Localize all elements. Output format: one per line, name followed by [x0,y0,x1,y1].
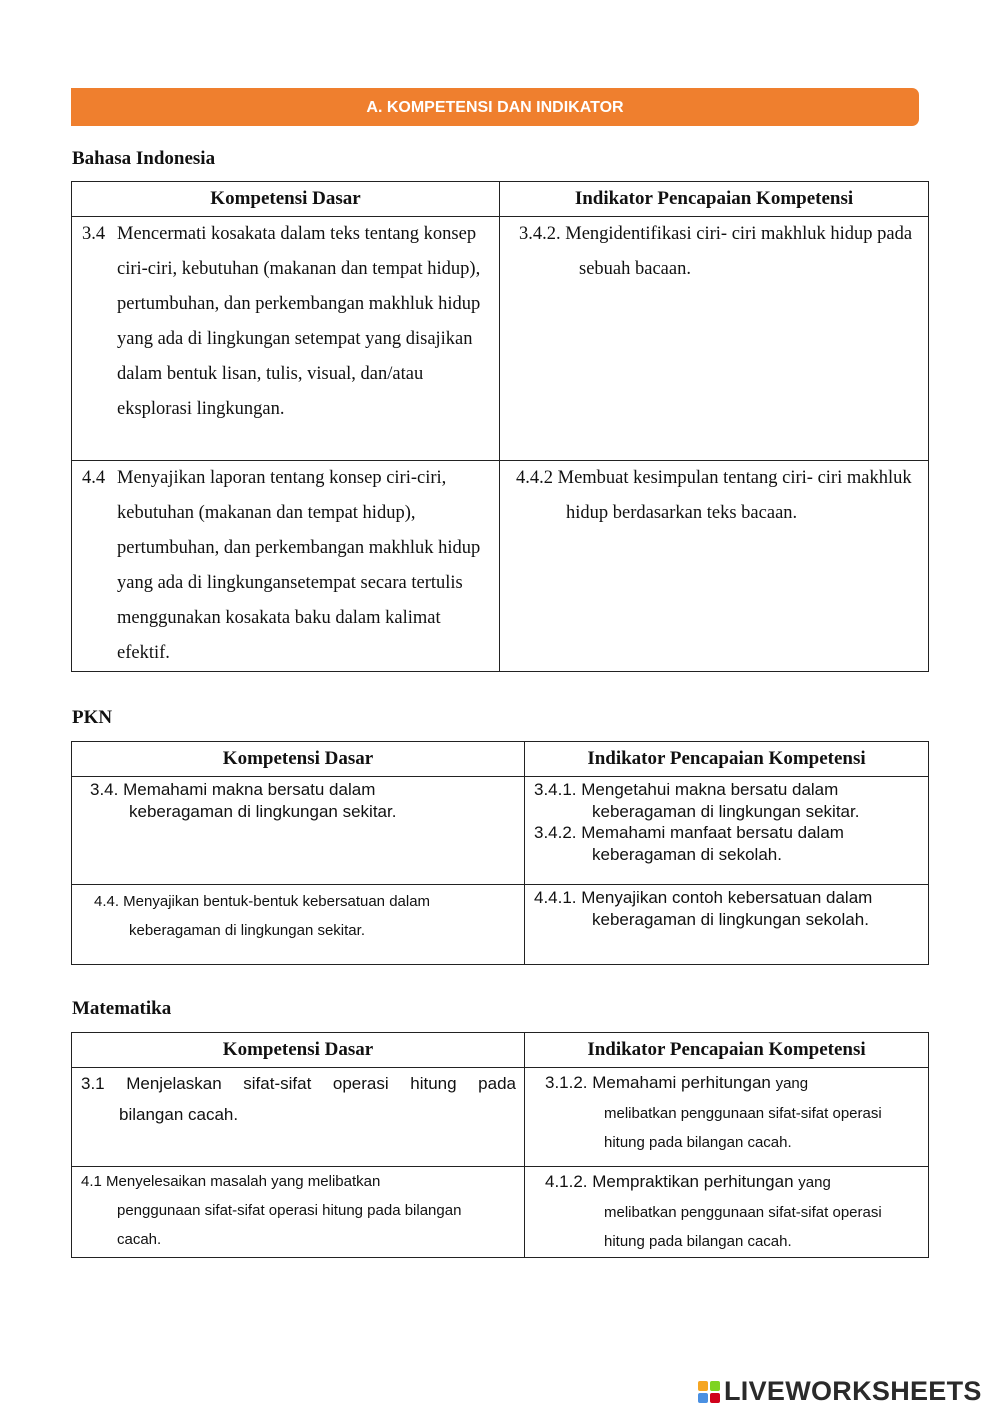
table-row [72,777,929,885]
indikator-cell [500,461,929,672]
kd-line: 3.1 Menjelaskan sifat-sifat operasi hitung pada [81,1074,516,1093]
pkn-title: PKN [72,707,113,728]
table-header-row [72,182,929,217]
indikator-line-tail: yang [798,1174,831,1191]
indikator-text: 3.4.2. Mengidentifikasi ciri- ciri makhluk hidup pada sebuah bacaan. [519,224,913,279]
header-kd: Kompetensi Dasar [72,1033,525,1068]
kd-line: 3.4. Memahami makna bersatu dalam [90,780,376,799]
kd-cell [72,1167,525,1258]
header-indikator: Indikator Pencapaian Kompetensi [525,1033,929,1068]
watermark-text: LIVEWORKSHEETS [724,1376,982,1406]
indikator-line-main: 4.1.2. Mempraktikan perhitungan [545,1172,794,1191]
indikator-line-main: 3.1.2. Memahami perhitungan [545,1073,771,1092]
indikator-text: 4.4.2 Membuat kesimpulan tentang ciri- ciri makhluk hidup berdasarkan teks bacaan. [516,468,912,523]
kd-line: 4.4. Menyajikan bentuk-bentuk kebersatuan dalam [94,893,431,910]
header-indikator: Indikator Pencapaian Kompetensi [500,182,929,217]
indikator-line: 3.4.1. Mengetahui makna bersatu dalam [534,780,839,799]
indikator-cell [525,1068,929,1167]
table-row [72,885,929,965]
indikator-line: 4.4.1. Menyajikan contoh kebersatuan dalam [534,888,873,907]
table-header-row [72,742,929,777]
kd-line: keberagaman di lingkungan sekitar. [129,922,365,939]
indikator-line: hitung pada bilangan cacah. [604,1134,792,1151]
indikator-line: keberagaman di lingkungan sekitar. [592,801,860,821]
kd-number: 4.4 [82,468,106,488]
pkn-table [71,741,929,965]
indikator-cell [500,217,929,461]
indikator-cell [525,777,929,885]
table-row [72,1167,929,1258]
indikator-cell [525,1167,929,1258]
kd-line: bilangan cacah. [119,1105,239,1124]
kd-line: cacah. [117,1231,162,1248]
kd-line: penggunaan sifat-sifat operasi hitung pada bilangan [117,1202,462,1219]
kd-text: Menyajikan laporan tentang konsep ciri-ciri, kebutuhan (makanan dan tempat hidup), pertumbuhan, dan perkembangan makhluk hidup yang ada di lingkungansetempat secara tertulis menggunakan kosakata baku dalam kalimat efektif. [117,468,481,663]
kd-cell [72,1068,525,1167]
indikator-line: keberagaman di sekolah. [592,844,782,864]
kd-text: Mencermati kosakata dalam teks tentang konsep ciri-ciri, kebutuhan (makanan dan tempat hidup), pertumbuhan, dan perkembangan makhluk hidup yang ada di lingkungan setempat yang disajikan dalam bentuk lisan, tulis, visual, dan/atau eksplorasi lingkungan. [117,224,481,419]
kd-cell [72,885,525,965]
indikator-line-tail: yang [775,1075,809,1092]
kd-cell [72,777,525,885]
header-kd: Kompetensi Dasar [72,742,525,777]
table-row [72,1068,929,1167]
indikator-line: melibatkan penggunaan sifat-sifat operasi [604,1104,882,1122]
kd-cell [72,461,500,672]
kd-cell [72,217,500,461]
kd-line: 4.1 Menyelesaikan masalah yang melibatkan [81,1173,381,1190]
table-row [72,217,929,461]
bahasa-title: Bahasa Indonesia [72,148,216,169]
indikator-line: melibatkan penggunaan sifat-sifat operasi [604,1203,882,1221]
section-banner: A. KOMPETENSI DAN INDIKATOR [71,88,919,126]
indikator-line: keberagaman di lingkungan sekolah. [592,909,869,929]
kd-number: 3.4 [82,224,106,244]
indikator-line: hitung pada bilangan cacah. [604,1233,792,1250]
header-indikator: Indikator Pencapaian Kompetensi [525,742,929,777]
matematika-title: Matematika [72,998,172,1019]
indikator-cell [525,885,929,965]
table-row [72,461,929,672]
matematika-table [71,1032,929,1258]
indikator-line: 3.4.2. Memahami manfaat bersatu dalam [534,823,844,842]
header-kd: Kompetensi Dasar [72,182,500,217]
bahasa-table [71,181,929,672]
indikator-line [545,1068,920,1099]
indikator-line [545,1167,920,1198]
liveworksheets-logo-icon [698,1381,720,1403]
liveworksheets-watermark [698,1376,982,1407]
kd-line: keberagaman di lingkungan sekitar. [129,801,397,821]
table-header-row [72,1033,929,1068]
